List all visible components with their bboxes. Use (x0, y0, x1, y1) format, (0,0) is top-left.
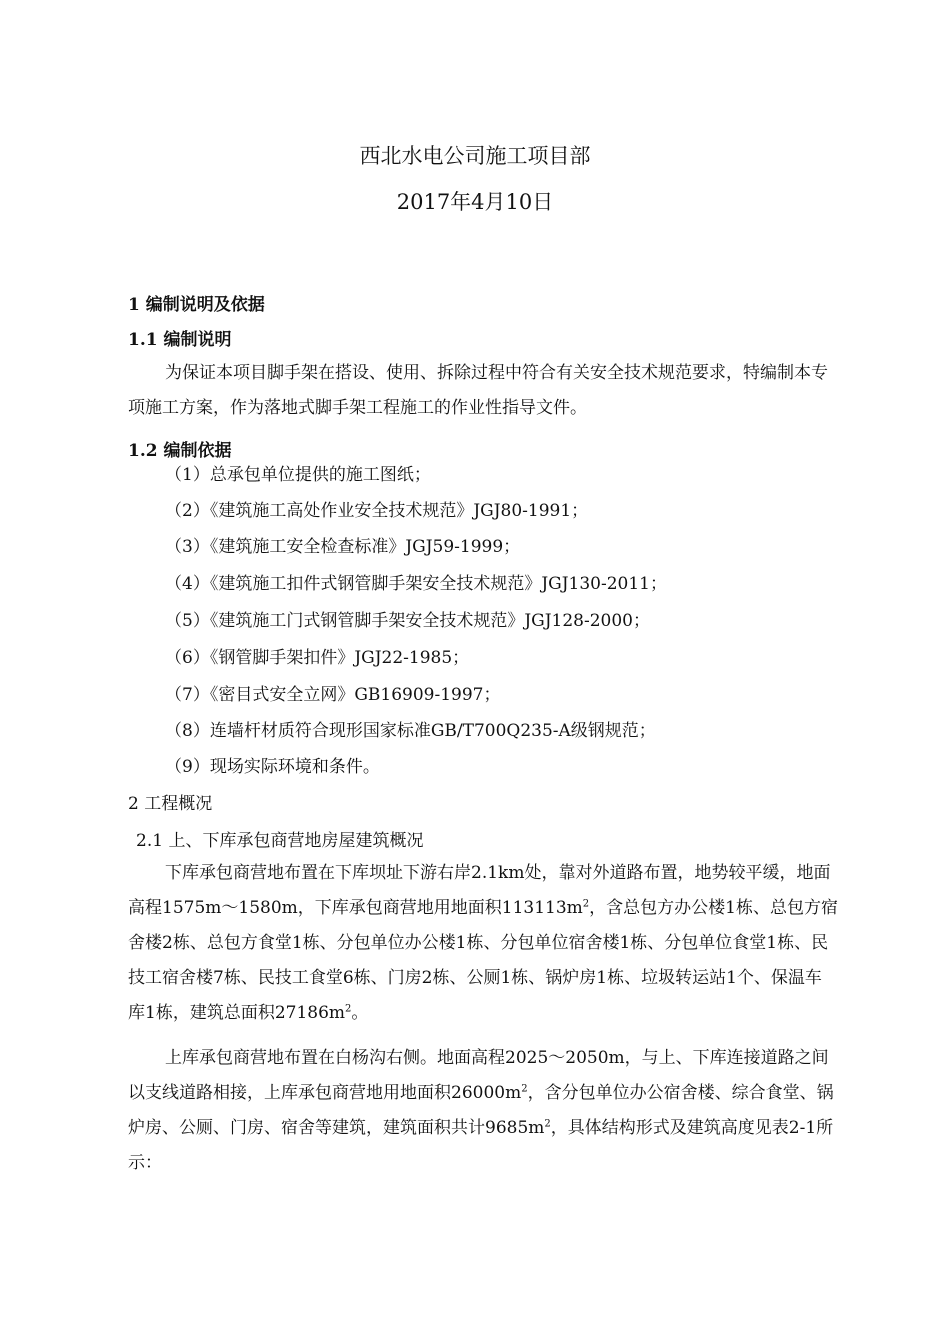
section-1-2-title: 1.2 编制依据 (128, 441, 232, 461)
basis-item: （2）《建筑施工高处作业安全技术规范》JGJ80-1991； (165, 501, 589, 521)
basis-item: （6）《钢管脚手架扣件》JGJ22-1985； (165, 648, 470, 668)
section-1-title: 1 编制说明及依据 (128, 295, 265, 315)
section-2-1-title: 2.1 上、下库承包商营地房屋建筑概况 (136, 831, 424, 851)
upper-camp-paragraph (128, 1041, 838, 1181)
organization-name: 西北水电公司施工项目部 (359, 144, 591, 168)
basis-item: （9）现场实际环境和条件。 (165, 757, 380, 777)
section-2-title: 2 工程概况 (128, 794, 213, 814)
document-date: 2017年4月10日 (396, 190, 554, 214)
section-1-1-title: 1.1 编制说明 (128, 330, 232, 350)
basis-item: （5）《建筑施工门式钢管脚手架安全技术规范》JGJ128-2000； (165, 611, 650, 631)
paragraph-text: 为保证本项目脚手架在搭设、使用、拆除过程中符合有关安全技术规范要求，特编制本专项施工方案，作为落地式脚手架工程施工的作业性指导文件。 (128, 363, 828, 418)
lower-camp-paragraph (128, 856, 838, 1031)
basis-item: （8）连墙杆材质符合现形国家标准GB/T700Q235-A级钢规范； (165, 721, 656, 741)
basis-item: （3）《建筑施工安全检查标准》JGJ59-1999； (165, 537, 521, 557)
paragraph-text: 下库承包商营地布置在下库坝址下游右岸2.1km处，靠对外道路布置，地势较平缓，地面高程1575m～1580m，下库承包商营地用地面积$113113m^2$，含总包方办公楼1栋、总包方宿舍楼2栋、总包方食堂1栋、分包单位办公楼1栋、分包单位宿舍楼1栋、分包单位食堂1栋、民技工宿舍楼7栋、民技工食堂6栋、门房2栋、公厕1栋、锅炉房1栋、垃圾转运站1个、保温车库1栋，建筑总面积$27186m^2$。 (128, 863, 838, 1023)
section-1-1-paragraph (128, 356, 838, 426)
basis-item: （1）总承包单位提供的施工图纸； (165, 465, 431, 485)
basis-item: （7）《密目式安全立网》GB16909-1997； (165, 685, 501, 705)
basis-item: （4）《建筑施工扣件式钢管脚手架安全技术规范》JGJ130-2011； (165, 574, 667, 594)
paragraph-text: 上库承包商营地布置在白杨沟右侧。地面高程2025～2050m，与上、下库连接道路之间以支线道路相接，上库承包商营地用地面积$26000m^2$，含分包单位办公宿舍楼、综合食堂、锅炉房、公厕、门房、宿舍等建筑，建筑面积共计$9685m^2$，具体结构形式及建筑高度见表2-1所示： (128, 1048, 834, 1173)
